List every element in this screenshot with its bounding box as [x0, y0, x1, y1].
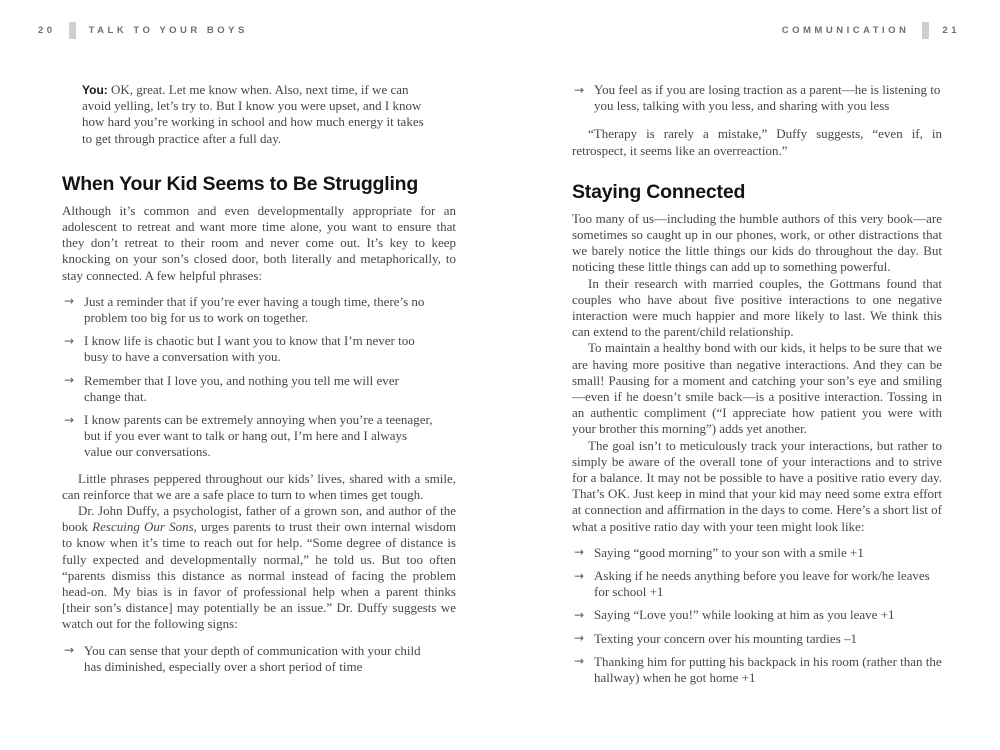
list-item-text: I know life is chaotic but I want you to know that I’m never too busy to have a conversation with you.: [84, 333, 415, 365]
arrow-bullet-icon: →: [574, 82, 585, 97]
header-left: [38, 22, 248, 39]
helpful-phrases-list: [62, 294, 456, 461]
list-item-text: I know parents can be extremely annoying when you’re a teenager, but if you ever want to talk or hang out, I’m here and I always value our conversations.: [84, 412, 433, 460]
arrow-bullet-icon: →: [64, 412, 75, 427]
right-page-column: [572, 82, 942, 693]
page-number-right: 21: [942, 25, 960, 36]
paragraph: Although it’s common and even developmentally appropriate for an adolescent to retreat and want more time alone, you want to ensure that they don’t retreat to their room and never come out. It’s key to keep knocking on your son’s closed door, both literally and metaphorically, to stay connected. A few helpful phrases:: [62, 202, 456, 283]
paragraph-text: , urges parents to trust their own internal wisdom to know when it’s time to reach out for help. “Some degree of distance is fully expected and developmentally normal,” he told us. But too often “parents dismiss this distance as normal instead of facing the problem head-on. My bias is in favor of professional help when a parent thinks [their son’s distance] may potentially be an issue.” Dr. Duffy suggests we watch out for the following signs:: [62, 519, 457, 632]
left-page-column: [62, 82, 456, 682]
list-item: [62, 412, 436, 461]
paragraph: Too many of us—including the humble authors of this very book—are sometimes so caught up in our phones, work, or other distractions that we barely notice the little things our kids do throughout the day. But noticing these little things can add up to something powerful.: [572, 210, 942, 275]
arrow-bullet-icon: →: [64, 643, 75, 658]
header-right: [782, 22, 960, 39]
warning-signs-list-continued: [572, 82, 942, 114]
list-item-text: Just a reminder that if you’re ever having a tough time, there’s no problem too big for us to work on together.: [84, 293, 425, 326]
paragraph: The goal isn’t to meticulously track your interactions, but rather to simply be aware of the overall tone of your interactions and to strive for a balance. It may not be possible to have a positive ratio every day. That’s OK. Just keep in mind that your kid may need some extra effort at connection and affirmation in the days to come. Here’s a short list of what a positive ratio day with your teen might look like:: [572, 437, 942, 534]
list-item-text: Asking if he needs anything before you leave for work/he leaves for school +1: [594, 568, 930, 600]
header-divider-bar-left: [69, 22, 76, 39]
list-item: [572, 607, 942, 623]
list-item: [572, 82, 942, 114]
list-item: [572, 654, 942, 686]
dialogue-text: OK, great. Let me know when. Also, next time, if we can avoid yelling, let’s try to. But I know you were upset, and I know how hard you’re working in school and how much energy it takes to get through practice after a full day.: [82, 82, 424, 146]
list-item-text: You feel as if you are losing traction as a parent—he is listening to you less, talking with you less, and sharing with you less: [594, 82, 941, 114]
list-item-text: Texting your concern over his mounting tardies –1: [594, 630, 858, 646]
book-title: TALK TO YOUR BOYS: [88, 25, 248, 36]
book-title-italic: Rescuing Our Sons: [92, 519, 194, 535]
arrow-bullet-icon: →: [64, 333, 75, 348]
list-item-text: You can sense that your depth of communication with your child has diminished, especially over a short period of time: [84, 642, 421, 674]
running-header: [38, 22, 960, 39]
list-item-text: Remember that I love you, and nothing you tell me will ever change that.: [84, 372, 399, 404]
arrow-bullet-icon: →: [574, 545, 585, 560]
dialogue-block: [82, 82, 427, 147]
list-item: [572, 568, 942, 600]
paragraph: In their research with married couples, the Gottmans found that couples who have about five positive interactions to one negative interaction were much happier and more likely to last. We think this can extend to the parent/child relationship.: [572, 275, 942, 340]
arrow-bullet-icon: →: [574, 631, 585, 646]
arrow-bullet-icon: →: [574, 607, 585, 622]
positive-ratio-list: [572, 545, 942, 686]
paragraph: [62, 503, 456, 633]
list-item-text: Saying “Love you!” while looking at him as you leave +1: [594, 607, 895, 623]
list-item: [572, 631, 942, 647]
list-item-text: Thanking him for putting his backpack in his room (rather than the hallway) when he got home +1: [594, 653, 942, 686]
paragraph-text: Dr. John Duffy, a psychologist, father of a grown son, and author of the book: [62, 503, 456, 535]
arrow-bullet-icon: →: [64, 373, 75, 388]
list-item: [62, 373, 436, 405]
chapter-title: COMMUNICATION: [781, 25, 910, 36]
list-item: [572, 545, 942, 561]
arrow-bullet-icon: →: [574, 654, 585, 669]
dialogue-speaker: You:: [82, 83, 108, 97]
section-heading-struggling: When Your Kid Seems to Be Struggling: [62, 172, 419, 195]
paragraph: “Therapy is rarely a mistake,” Duffy suggests, “even if, in retrospect, it seems like an overreaction.”: [572, 126, 942, 158]
list-item: [62, 643, 436, 675]
paragraph: To maintain a healthy bond with our kids, it helps to be sure that we are having more positive than negative interactions. And they can be small! Pausing for a moment and catching your son’s eye and smiling—even if he doesn’t smile back—is a positive interaction. Tossing in an authentic compliment (“I appreciate how patient you were with your brother this morning”) adds yet another.: [572, 340, 942, 437]
section-heading-staying-connected: Staying Connected: [572, 180, 746, 203]
warning-signs-list: [62, 643, 456, 675]
header-divider-bar-right: [922, 22, 929, 39]
page-number-left: 20: [38, 25, 56, 36]
list-item-text: Saying “good morning” to your son with a smile +1: [594, 544, 864, 560]
arrow-bullet-icon: →: [574, 568, 585, 583]
list-item: [62, 294, 436, 326]
arrow-bullet-icon: →: [64, 294, 75, 309]
list-item: [62, 333, 436, 365]
paragraph: Little phrases peppered throughout our kids’ lives, shared with a smile, can reinforce that we are a safe place to turn to when times get tough.: [62, 470, 456, 502]
